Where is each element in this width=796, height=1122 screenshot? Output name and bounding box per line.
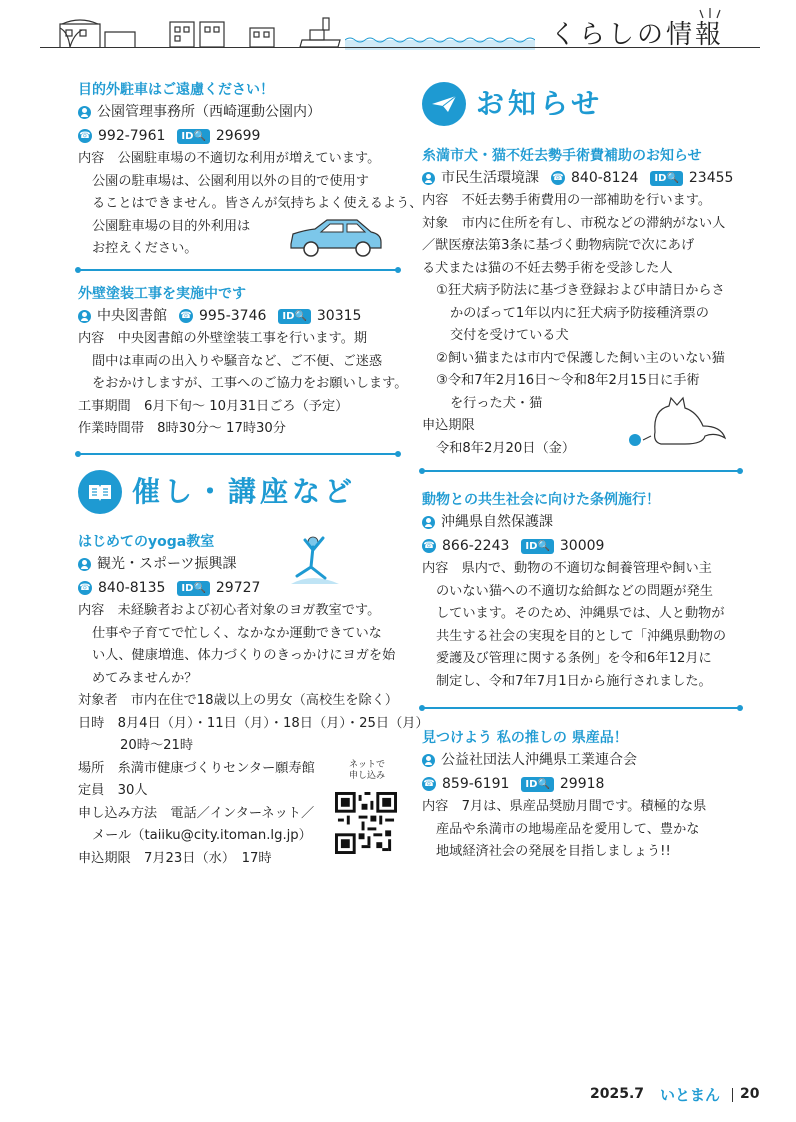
time-line: 20時～21時 [120, 738, 194, 753]
yoga-illustration [283, 532, 345, 592]
section-divider [422, 470, 740, 472]
content-line: 内容 未経験者および初心者対象のヨガ教室です。 [78, 603, 381, 618]
section-title: はじめてのyoga教室 [78, 534, 215, 550]
cat-illustration [625, 392, 735, 452]
person-icon [78, 310, 91, 323]
capacity-line: 定員 30人 [78, 783, 148, 798]
person-icon [422, 172, 435, 185]
section-title: 見つけよう 私の推しの 県産品！ [422, 730, 628, 746]
person-icon [78, 106, 91, 119]
contact-org: 公益社団法人沖縄県工業連合会 [422, 748, 742, 772]
content-line: 産品や糸満市の地場産品を愛用して、豊かな [436, 821, 700, 837]
id-search-icon: ID🔍 [177, 581, 209, 596]
section-title: 目的外駐車はご遠慮ください！ [78, 82, 274, 98]
deadline-value: 令和8年2月20日（金） [436, 440, 576, 456]
place-line: 場所 糸満市健康づくりセンター願寿館 [78, 760, 315, 776]
apply-line: 申し込み方法 電話／インターネット／ [78, 805, 315, 821]
contact-org: 沖縄県自然保護課 [422, 510, 742, 534]
content-line: 地域経済社会の発展を目指しましょう!! [436, 844, 671, 859]
notice-heading [422, 82, 603, 126]
paper-plane-icon [422, 82, 466, 126]
list-item: ①狂犬病予防法に基づき登録および申請日からさ [436, 283, 725, 298]
list-item: かのぼって1年以内に狂犬病予防接種済票の [450, 305, 709, 321]
phone-icon: ☎ [79, 131, 91, 141]
notice-title: お知らせ [476, 87, 604, 120]
person-icon [422, 754, 435, 767]
content-line: 制定し、令和7年7月1日から施行されました。 [436, 673, 712, 689]
content-line: 公園駐車場の目的外利用は [92, 218, 251, 234]
section-divider [78, 453, 398, 455]
deadline-line: 申込期限 7月23日（水） 17時 [78, 850, 272, 866]
deadline-label: 申込期限 [422, 418, 475, 433]
events-heading [78, 470, 356, 514]
id-search-icon: ID🔍 [278, 309, 310, 324]
content-line: 仕事や子育てで忙しく、なかなか運動できていな [92, 625, 382, 641]
header-skyline-illustration [40, 12, 360, 52]
apply-line: メール（taiiku@city.itoman.lg.jp） [92, 828, 312, 843]
events-title: 催し・講座など [132, 475, 357, 508]
contact-line: 市民生活環境課 ☎ 840-8124 ID🔍 23455 [422, 166, 742, 190]
contact-org: 公園管理事務所（西崎運動公園内） [78, 100, 400, 124]
id-search-icon: ID🔍 [650, 171, 682, 186]
phone-icon: ☎ [552, 173, 564, 183]
content-line: 公園の駐車場は、公園利用以外の目的で使用す [92, 173, 369, 189]
section-title: 動物との共生社会に向けた条例施行！ [422, 492, 660, 508]
content-line: 内容 公園駐車場の不適切な利用が増えています。 [78, 151, 381, 166]
phone-icon: ☎ [423, 541, 435, 551]
id-search-icon: ID🔍 [521, 539, 553, 554]
left-column-s2 [78, 284, 408, 441]
target-line: る犬または猫の不妊去勢手術を受診した人 [422, 260, 673, 276]
target-line: ／獣医療法第3条に基づく動物病院で次にあげ [422, 238, 695, 253]
date-line: 日時 8月4日（月）・11日（月）・18日（月）・25日（月） [78, 715, 429, 731]
footer-divider [732, 1088, 733, 1102]
header-title: くらしの情報 [550, 20, 725, 50]
contact-org: 観光・スポーツ振興課 [78, 552, 400, 576]
car-illustration [285, 214, 385, 260]
right-column-s3 [422, 728, 742, 864]
content-line: をおかけしますが、工事へのご協力をお願いします。 [92, 376, 408, 391]
period-line: 工事期間 6月下旬～ 10月31日ごろ（予定） [78, 398, 349, 414]
phone-icon: ☎ [423, 779, 435, 789]
content-line: お控えください。 [92, 241, 198, 256]
content-line: 共生する社会の実現を目的として「沖縄県動物の [436, 628, 727, 644]
content-line: 内容 県内で、動物の不適切な飼養管理や飼い主 [422, 561, 712, 576]
section-divider [422, 707, 740, 709]
qr-code[interactable] [335, 792, 397, 854]
content-line: 内容 不妊去勢手術費用の一部補助を行います。 [422, 193, 712, 208]
content-line: 内容 中央図書館の外壁塗装工事を行います。期 [78, 331, 368, 346]
target-line: 対象 市内に住所を有し、市税などの滞納がない人 [422, 215, 726, 231]
section-title: 糸満市犬・猫不妊去勢手術費補助のお知らせ [422, 148, 702, 164]
person-icon [422, 516, 435, 529]
contact-phone: ☎ 840-8135 ID🔍 29727 [79, 580, 261, 596]
sparkle-icon [695, 6, 725, 20]
hours-line: 作業時間帯 8時30分～ 17時30分 [78, 421, 286, 436]
content-line: 内容 7月は、県産品奨励月間です。積極的な県 [422, 799, 707, 814]
book-icon [78, 470, 122, 514]
phone-icon: ☎ [79, 583, 91, 593]
list-item: ②飼い猫または市内で保護した飼い主のいない猫 [436, 350, 725, 366]
right-column-s2 [422, 490, 742, 693]
content-line: のいない猫への不適切な給餌などの問題が発生 [436, 583, 713, 599]
content-line: 愛護及び管理に関する条例」を令和6年12月に [436, 651, 712, 666]
section-divider [78, 269, 398, 271]
target-line: 対象者 市内在住で18歳以上の男女（高校生を除く） [78, 693, 399, 708]
contact-phone: ☎ 866-2243 ID🔍 30009 [423, 538, 605, 554]
person-icon [78, 558, 91, 571]
content-line: しています。そのため、沖縄県では、人と動物が [436, 606, 725, 621]
list-item: ③令和7年2月16日～令和8年2月15日に手術 [436, 373, 700, 388]
footer-logo: いとまん [660, 1086, 721, 1104]
phone-icon: ☎ [180, 311, 192, 321]
content-line: 間中は車両の出入りや騒音など、ご不便、ご迷惑 [92, 353, 383, 369]
footer-year: 2025.7 [590, 1086, 645, 1102]
content-line: めてみませんか？ [92, 670, 198, 686]
content-line: ることはできません。皆さんが気持ちよく使えるよう、 [92, 196, 423, 211]
qr-caption: ネットで 申し込み [348, 760, 385, 781]
contact-phone: ☎ 859-6191 ID🔍 29918 [423, 776, 605, 792]
contact-phone: ☎ 992-7961 ID🔍 29699 [79, 128, 261, 144]
content-line: い人、健康増進、体力づくりのきっかけにヨガを始 [92, 648, 396, 663]
id-search-icon: ID🔍 [177, 129, 209, 144]
id-search-icon: ID🔍 [521, 777, 553, 792]
footer-page-number: 20 [740, 1086, 760, 1102]
contact-line: 中央図書館 ☎ 995-3746 ID🔍 30315 [78, 304, 400, 328]
section-title: 外壁塗装工事を実施中です [78, 286, 246, 302]
list-item: 交付を受けている犬 [450, 328, 569, 343]
list-item: を行った犬・猫 [450, 395, 543, 411]
